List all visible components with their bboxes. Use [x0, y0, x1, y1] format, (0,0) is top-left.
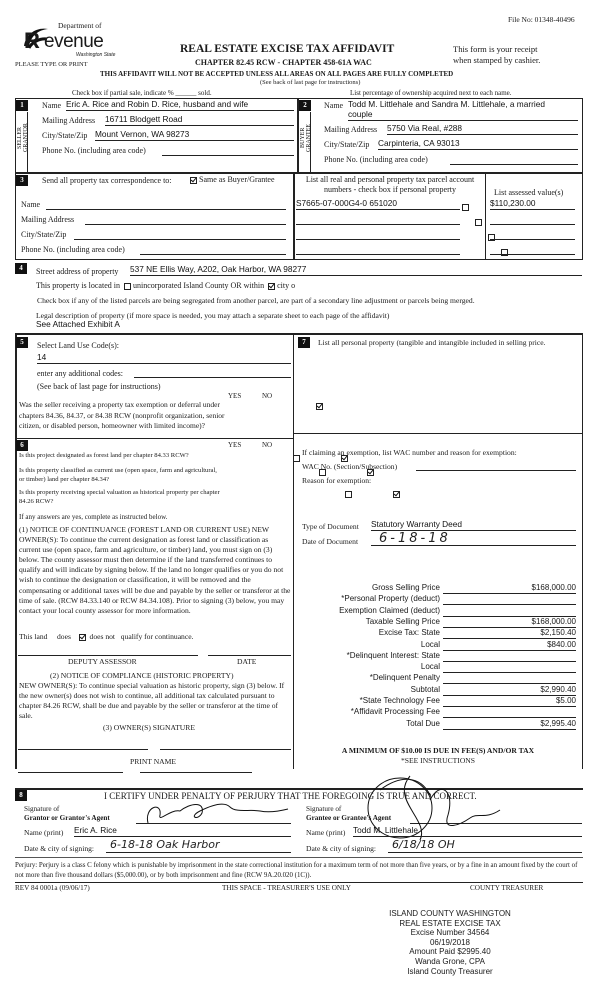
calc-row-label: Local — [420, 639, 440, 649]
historical-no-checkbox[interactable] — [393, 491, 400, 498]
corr-phone-field[interactable] — [140, 245, 286, 255]
calc-row-value[interactable] — [443, 651, 576, 662]
continuance-row — [19, 632, 194, 641]
grantor-sig-label-2: Grantor or Grantor's Agent — [24, 814, 110, 822]
same-as-buyer-option[interactable] — [188, 175, 275, 185]
grantee-sig-label-1: Signature of — [306, 805, 342, 813]
file-number: File No: 01348-40496 — [508, 15, 575, 24]
exemption-no-checkbox[interactable] — [316, 403, 323, 410]
see-instructions-note: *SEE INSTRUCTIONS — [400, 756, 476, 765]
buyer-name-label: Name — [324, 101, 344, 110]
grantee-sig-label-2: Grantee or Grantee's Agent — [306, 814, 392, 822]
grantor-signature-scribble — [140, 797, 290, 827]
calc-row-label: *Delinquent Penalty — [369, 673, 440, 683]
seller-phone-label: Phone No. (including area code) — [42, 146, 146, 155]
stamp-line-amount: Amount Paid $2995.40 — [409, 947, 491, 957]
stamp-line-county: ISLAND COUNTY WASHINGTON — [389, 909, 511, 918]
minimum-due-note: A MINIMUM OF $10.00 IS DUE IN FEE(S) AND/OR TAX — [341, 746, 535, 755]
grantor-sig-label-1: Signature of — [24, 805, 60, 813]
logo-sub-text: Washington State — [76, 52, 116, 58]
section-6-number: 6 — [16, 440, 28, 451]
corr-name-field[interactable] — [46, 200, 286, 210]
section-7-number: 7 — [298, 337, 310, 348]
buyer-phone-field[interactable] — [450, 154, 578, 165]
certify-statement: I CERTIFY UNDER PENALTY OF PERJURY THAT THE FOREGOING IS TRUE AND CORRECT. — [104, 791, 477, 801]
section-4-number: 4 — [15, 263, 27, 274]
print-name-line[interactable] — [160, 749, 291, 750]
buyer-mailing-label: Mailing Address — [324, 125, 378, 134]
seller-city-label: City/State/Zip — [42, 131, 88, 140]
unincorporated-checkbox[interactable] — [124, 283, 131, 290]
calc-row-value[interactable]: $5.00 — [443, 696, 576, 707]
calc-row-label: Subtotal — [410, 684, 440, 694]
located-prefix: This property is located in — [36, 281, 120, 290]
corr-phone-label: Phone No. (including area code) — [21, 245, 125, 254]
calc-row-value[interactable]: $2,150.40 — [443, 628, 576, 639]
parcel-number-3[interactable] — [296, 229, 460, 240]
partial-sale-note: Check box if partial sale, indicate % ______ sold. — [72, 89, 212, 97]
calc-row-label: *Affidavit Processing Fee — [350, 707, 440, 717]
section-2-number: 2 — [299, 100, 311, 111]
grantee-name-field[interactable]: Todd M. Littlehale — [353, 826, 582, 837]
wac-field[interactable] — [416, 462, 576, 471]
sig-line-b[interactable] — [140, 772, 252, 773]
exemption-claim-label: If claiming an exemption, list WAC number and reason for exemption: — [302, 448, 517, 457]
current-use-question: Is this property classified as current use (open space, farm and agricultural, or timber) land per chapter 84.34? — [19, 467, 217, 483]
notice-of-compliance-title: (2) NOTICE OF COMPLIANCE (HISTORIC PROPERTY) — [50, 671, 234, 680]
calc-row-value[interactable]: $840.00 — [443, 640, 576, 651]
receipt-note-1: This form is your receipt — [453, 44, 538, 54]
center-divider — [293, 334, 294, 769]
seller-mailing-label: Mailing Address — [42, 116, 96, 125]
assessor-date-line[interactable] — [208, 655, 291, 656]
parcel-personal-checkbox-2[interactable] — [475, 219, 482, 226]
section-1-number: 1 — [16, 100, 28, 111]
form-number: REV 84 0001a (09/06/17) — [15, 884, 90, 892]
no-header-5: NO — [262, 392, 273, 400]
seller-mailing-field[interactable]: 16711 Blodgett Road — [105, 115, 294, 126]
date-label: DATE — [237, 657, 257, 666]
buyer-grantee-label: BUYER GRANTEE — [300, 124, 312, 152]
assessed-value-3[interactable] — [490, 229, 575, 240]
grantor-name-label: Name (print) — [24, 828, 64, 837]
corr-mailing-label: Mailing Address — [21, 215, 75, 224]
historical-yes-checkbox[interactable] — [345, 491, 352, 498]
owner-signature-label: (3) OWNER(S) SIGNATURE — [103, 723, 195, 732]
section-4-bottom-rule — [15, 333, 583, 335]
seller-name-label: Name — [42, 101, 62, 110]
grantee-date-city-label: Date & city of signing: — [306, 844, 377, 853]
section-5-bottom-rule — [15, 438, 293, 439]
logo-top-text: Department of — [58, 21, 102, 30]
does-option[interactable]: does — [56, 632, 71, 641]
see-back-5: (See back of last page for instructions) — [37, 382, 161, 391]
forest-land-question: Is this project designated as forest land per chapter 84.33 RCW? — [19, 452, 189, 459]
this-land-label: This land — [19, 632, 48, 641]
calc-row-value[interactable] — [443, 662, 576, 673]
legal-description-value[interactable]: See Attached Exhibit A — [36, 319, 120, 329]
buyer-city-field[interactable]: Carpinteria, CA 93013 — [378, 139, 578, 150]
assessed-value-2[interactable] — [490, 214, 575, 225]
land-use-field[interactable]: 14 — [37, 353, 291, 364]
treasurer-stamp — [370, 909, 530, 976]
additional-codes-field[interactable] — [134, 368, 291, 378]
grantor-date-city-label: Date & city of signing: — [24, 844, 95, 853]
doc-type-field[interactable]: Statutory Warranty Deed — [371, 520, 576, 531]
calc-row-value[interactable] — [443, 594, 576, 605]
personal-property-label: List all personal property (tangible and intangible included in selling price. — [318, 338, 546, 347]
treasurer-use-label: THIS SPACE - TREASURER'S USE ONLY — [222, 884, 351, 892]
deputy-assessor-line[interactable] — [18, 655, 198, 656]
section-5-number: 5 — [16, 337, 28, 348]
perjury-note: Perjury: Perjury is a class C felony which is punishable by imprisonment in the state correctional institution for a maximum term of not more than five years, or by a fine in an amount fixed by the court of not more than five thousand dollars ($5,000.00), or by both imprisonment and fine (RCW 9A.20.020 (1C)). — [15, 862, 578, 879]
left-border — [15, 334, 17, 769]
calc-row-label: Gross Selling Price — [371, 583, 440, 592]
grantor-date-city-field[interactable]: 6-18-18 Oak Harbor — [106, 838, 291, 853]
stamp-line-excise-number: Excise Number 34564 — [410, 928, 490, 938]
please-type: PLEASE TYPE OR PRINT — [15, 61, 88, 68]
right-border — [582, 334, 583, 769]
corr-city-field[interactable] — [74, 230, 286, 240]
does-not-checkbox[interactable] — [79, 634, 86, 641]
doc-date-label: Date of Document — [302, 537, 359, 546]
calc-row-value[interactable] — [443, 673, 576, 684]
parcel-number-2[interactable] — [296, 214, 460, 225]
assessed-header: List assessed value(s) — [494, 188, 564, 197]
dor-logo — [18, 20, 118, 60]
segregated-note: Check box if any of the listed parcels are being segregated from another parcel, are part of a secondary line adjustment or parcels being merged. — [37, 296, 475, 305]
parcels-divider — [485, 173, 486, 260]
located-in-row — [36, 281, 295, 291]
grantor-name-field[interactable]: Eric A. Rice — [74, 826, 291, 837]
calc-row-value[interactable]: $168,000.00 — [443, 583, 576, 594]
stamp-line-tax: REAL ESTATE EXCISE TAX — [399, 918, 501, 928]
forest-land-yes-checkbox[interactable] — [293, 455, 300, 462]
calc-row-value[interactable]: $168,000.00 — [443, 617, 576, 628]
parcels-header-1: List all real and personal property tax parcel account — [305, 175, 475, 184]
warning-text: THIS AFFIDAVIT WILL NOT BE ACCEPTED UNLESS ALL AREAS ON ALL PAGES ARE FULLY COMPLETED — [100, 70, 454, 78]
notice-of-compliance-body: NEW OWNER(S): To continue special valuation as historic property, sign (3) below. If the new owner(s) does not wish to continue, all additional tax calculated pursuant to chapter 84.26 RCW, shall be due and payable by the seller or transferor at the time of sale. — [19, 681, 285, 721]
seller-grantor-label: SELLER GRANTOR — [17, 123, 29, 153]
same-as-buyer-checkbox[interactable] — [190, 177, 197, 184]
buyer-city-label: City/State/Zip — [324, 140, 370, 149]
section-3-number: 3 — [16, 175, 28, 186]
corr-name-label: Name — [21, 200, 41, 209]
legal-description-label: Legal description of property (if more space is needed, you may attach a separate sheet to each page of the affidavit) — [36, 311, 390, 320]
see-back-note: (See back of last page for instructions) — [260, 79, 361, 86]
ownership-note: List percentage of ownership acquired next to each name. — [350, 89, 512, 97]
parcel-number-4[interactable] — [296, 244, 460, 255]
logo-initial: R — [24, 28, 40, 53]
corr-city-label: City/State/Zip — [21, 230, 67, 239]
calc-row-value[interactable] — [443, 606, 576, 617]
within-city-checkbox[interactable] — [268, 283, 275, 290]
assessed-value-4[interactable] — [490, 244, 575, 255]
calc-row-label: Total Due — [406, 718, 440, 728]
additional-codes-label: enter any additional codes: — [37, 369, 123, 378]
footer-rule — [15, 882, 583, 883]
calc-row-label: *Personal Property (deduct) — [341, 594, 440, 604]
logo-main-text: evenue — [44, 31, 104, 52]
reason-label: Reason for exemption: — [302, 476, 372, 485]
seller-phone-field[interactable] — [162, 145, 294, 156]
grantee-date-city-field[interactable]: 6/18/18 OH — [388, 838, 582, 853]
wac-label: WAC No. (Section/Subsection) — [302, 462, 398, 471]
assessed-value-1[interactable]: $110,230.00 — [490, 199, 575, 210]
print-name-label: PRINT NAME — [130, 757, 177, 766]
personal-property-rule — [293, 433, 582, 434]
land-use-label: Select Land Use Code(s): — [37, 341, 119, 350]
calc-row-value[interactable] — [443, 707, 576, 718]
calc-row-label: Exemption Claimed (deduct) — [339, 605, 440, 615]
owner-signature-line[interactable] — [18, 749, 148, 750]
calc-row-label: Taxable Selling Price — [365, 616, 440, 626]
parcels-header-2: numbers - check box if personal property — [324, 185, 456, 194]
stamp-line-date: 06/19/2018 — [429, 937, 471, 947]
calc-row-value[interactable]: $2,990.40 — [443, 685, 576, 696]
form-subtitle: CHAPTER 82.45 RCW - CHAPTER 458-61A WAC — [195, 58, 372, 67]
receipt-note-2: when stamped by cashier. — [453, 55, 541, 65]
county-treasurer-label: COUNTY TREASURER — [470, 884, 544, 892]
stamp-line-treasurer-title: Island County Treasurer — [407, 966, 493, 976]
footer-top-rule — [15, 857, 583, 858]
deputy-assessor-label: DEPUTY ASSESSOR — [68, 657, 137, 666]
calc-row-label: *Delinquent Interest: State — [346, 650, 440, 660]
calc-row-label: Local — [420, 662, 440, 672]
unincorporated-label: unincorporated Island County OR within — [132, 281, 265, 290]
send-correspondence-label: Send all property tax correspondence to: — [42, 176, 172, 185]
no-header-6: NO — [262, 441, 273, 449]
city-label: city o — [277, 281, 296, 290]
qualify-label: qualify for continuance. — [120, 632, 194, 641]
calc-row-value[interactable]: $2,995.40 — [443, 719, 576, 730]
if-yes-note: If any answers are yes, complete as instructed below. — [19, 513, 168, 521]
seller-name-field[interactable]: Eric A. Rice and Robin D. Rice, husband and wife — [66, 100, 294, 111]
buyer-name-field-line2[interactable]: couple — [348, 110, 578, 121]
notice-of-continuance: (1) NOTICE OF CONTINUANCE (FOREST LAND OR CURRENT USE) NEW OWNER(S): To continue the current designation as forest land or classification as current use (open space, farm and agriculture, or timber) land, you must sign on (3) below. The county assessor must then determine if the land transferred continues to qualify and will indicate by signing below. If the land no longer qualifies or you do not wish to continue the designation or classification, it will be removed and the compensating or additional taxes will be due and payable by the seller or transferor at the time of sale. (RCW 84.33.140 or RCW 84.34.108). Prior to signing (3) below, you may contact your local county assessor for more information. — [19, 525, 291, 615]
buyer-phone-label: Phone No. (including area code) — [324, 155, 428, 164]
parcel-number-1[interactable]: S7665-07-000G4-0 651020 — [296, 199, 460, 210]
historical-question: Is this property receiving special valuation as historical property per chapter 84.26 RCW? — [19, 489, 220, 505]
form-title: REAL ESTATE EXCISE TAX AFFIDAVIT — [180, 43, 395, 55]
grantee-name-label: Name (print) — [306, 828, 346, 837]
buyer-name-field[interactable]: Todd M. Littlehale and Sandra M. Littlehale, a married — [348, 99, 545, 109]
section-8-number: 8 — [15, 790, 27, 801]
sig-line-a[interactable] — [18, 772, 123, 773]
same-as-buyer-label: Same as Buyer/Grantee — [199, 175, 275, 184]
doc-type-label: Type of Document — [302, 522, 359, 531]
seller-city-field[interactable]: Mount Vernon, WA 98273 — [95, 130, 294, 141]
doc-date-field[interactable]: 6-18-18 — [371, 531, 576, 546]
parcel-personal-checkbox-1[interactable] — [462, 204, 469, 211]
does-not-option: does not — [89, 632, 116, 641]
corr-mailing-field[interactable] — [85, 215, 286, 225]
calc-row-label: Excise Tax: State — [378, 628, 440, 638]
street-address-field[interactable]: 537 NE Ellis Way, A202, Oak Harbor, WA 98277 — [130, 265, 582, 276]
street-address-label: Street address of property — [36, 267, 119, 276]
exemption-question: Was the seller receiving a property tax exemption or deferral under chapters 84.36, 84.37, or 84.38 RCW (nonprofit organization, senior citizen, or disabled person, homeowner with limited income)? — [19, 400, 225, 430]
calc-row-label: *State Technology Fee — [359, 696, 440, 705]
yes-header-5: YES — [228, 392, 242, 400]
stamp-line-treasurer-name: Wanda Grone, CPA — [415, 956, 485, 966]
yes-header-6: YES — [228, 441, 242, 449]
buyer-mailing-field[interactable]: 5750 Via Real, #288 — [387, 124, 578, 135]
